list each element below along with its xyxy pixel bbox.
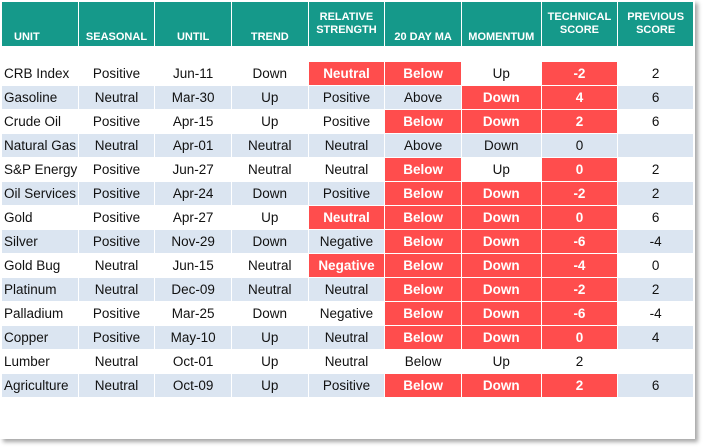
cell-technical-score: -6 [542,230,618,253]
cell-previous-score: 6 [618,86,693,109]
cell-momentum: Down [462,206,541,229]
spacer-cell [232,47,308,61]
table-row[interactable] [2,302,693,325]
cell-relative-strength: Neutral [309,206,385,229]
cell-unit: CRB Index [2,62,78,85]
table-row[interactable] [2,62,693,85]
cell-trend: Down [232,230,308,253]
cell-momentum: Down [462,230,541,253]
cell-relative-strength: Neutral [309,62,385,85]
cell-relative-strength: Positive [309,110,385,133]
cell-trend: Down [232,302,308,325]
cell-trend: Neutral [232,134,308,157]
cell-technical-score: 0 [542,206,618,229]
cell-trend: Up [232,86,308,109]
cell-seasonal: Positive [79,230,155,253]
spacer-cell [309,47,385,61]
cell-trend: Down [232,62,308,85]
cell-momentum: Down [462,374,541,397]
cell-until: Jun-27 [155,158,231,181]
cell-unit: Gold Bug [2,254,78,277]
cell-until: Apr-27 [155,206,231,229]
header-20-day-ma[interactable]: 20 DAY MA [385,2,461,46]
table-row[interactable] [2,134,693,157]
cell-previous-score: 2 [618,158,693,181]
cell-relative-strength: Negative [309,254,385,277]
cell-until: Dec-09 [155,278,231,301]
cell-technical-score: 2 [542,110,618,133]
cell-momentum: Down [462,326,541,349]
spacer-cell [618,47,693,61]
table-row[interactable] [2,350,693,373]
cell-seasonal: Positive [79,326,155,349]
cell-until: Oct-01 [155,350,231,373]
cell-trend: Neutral [232,158,308,181]
table-row[interactable] [2,182,693,205]
table-row[interactable] [2,374,693,397]
cell-seasonal: Positive [79,158,155,181]
cell-seasonal: Neutral [79,134,155,157]
cell-technical-score: -2 [542,182,618,205]
cell-until: Apr-24 [155,182,231,205]
cell-20-day-ma: Below [385,182,461,205]
header-unit[interactable]: UNIT [2,2,78,46]
cell-unit: Silver [2,230,78,253]
cell-unit: Copper [2,326,78,349]
header-row [2,2,693,46]
cell-seasonal: Positive [79,302,155,325]
table-row[interactable] [2,254,693,277]
cell-20-day-ma: Below [385,350,461,373]
cell-until: Oct-09 [155,374,231,397]
table-row[interactable] [2,158,693,181]
header-until[interactable]: UNTIL [155,2,231,46]
spacer-cell [155,47,231,61]
cell-previous-score [618,350,693,373]
cell-momentum: Down [462,134,541,157]
cell-previous-score: 0 [618,254,693,277]
cell-until: Mar-30 [155,86,231,109]
cell-20-day-ma: Above [385,86,461,109]
cell-unit: S&P Energy [2,158,78,181]
cell-relative-strength: Neutral [309,326,385,349]
cell-previous-score [618,134,693,157]
cell-until: Apr-01 [155,134,231,157]
cell-technical-score: 0 [542,326,618,349]
cell-seasonal: Positive [79,110,155,133]
cell-momentum: Down [462,254,541,277]
table-row[interactable] [2,230,693,253]
cell-unit: Lumber [2,350,78,373]
technical-score-table [1,1,694,398]
header-previous-score[interactable]: PREVIOUS SCORE [618,2,693,46]
cell-20-day-ma: Below [385,62,461,85]
cell-trend: Up [232,206,308,229]
cell-seasonal: Positive [79,62,155,85]
cell-until: Jun-15 [155,254,231,277]
header-seasonal[interactable]: SEASONAL [79,2,155,46]
cell-unit: Oil Services [2,182,78,205]
cell-relative-strength: Neutral [309,158,385,181]
cell-trend: Neutral [232,254,308,277]
cell-trend: Up [232,326,308,349]
cell-previous-score: 6 [618,374,693,397]
cell-relative-strength: Positive [309,374,385,397]
spacer-cell [2,47,78,61]
cell-momentum: Down [462,302,541,325]
cell-seasonal: Neutral [79,278,155,301]
header-trend[interactable]: TREND [232,2,308,46]
spacer-cell [542,47,618,61]
cell-unit: Natural Gas [2,134,78,157]
spacer-cell [79,47,155,61]
cell-20-day-ma: Below [385,254,461,277]
table-row[interactable] [2,326,693,349]
cell-previous-score: -4 [618,302,693,325]
cell-unit: Crude Oil [2,110,78,133]
cell-trend: Down [232,182,308,205]
cell-seasonal: Positive [79,182,155,205]
cell-technical-score: 4 [542,86,618,109]
cell-trend: Up [232,350,308,373]
cell-previous-score: 6 [618,110,693,133]
cell-seasonal: Positive [79,206,155,229]
cell-until: May-10 [155,326,231,349]
cell-20-day-ma: Below [385,278,461,301]
table-row[interactable] [2,206,693,229]
cell-seasonal: Neutral [79,254,155,277]
table-body [2,47,693,397]
cell-seasonal: Neutral [79,350,155,373]
cell-previous-score: 4 [618,326,693,349]
cell-trend: Neutral [232,278,308,301]
cell-technical-score: -2 [542,278,618,301]
cell-technical-score: 0 [542,158,618,181]
header-technical-score[interactable]: TECHNICAL SCORE [542,2,618,46]
cell-until: Apr-15 [155,110,231,133]
cell-20-day-ma: Below [385,374,461,397]
cell-momentum: Up [462,350,541,373]
table-row[interactable] [2,278,693,301]
cell-20-day-ma: Below [385,302,461,325]
cell-unit: Palladium [2,302,78,325]
cell-relative-strength: Positive [309,86,385,109]
cell-until: Jun-11 [155,62,231,85]
cell-20-day-ma: Below [385,110,461,133]
cell-previous-score: 2 [618,62,693,85]
cell-momentum: Down [462,110,541,133]
table-row[interactable] [2,110,693,133]
cell-unit: Platinum [2,278,78,301]
spacer-row [2,47,693,61]
cell-relative-strength: Negative [309,302,385,325]
spacer-cell [462,47,541,61]
cell-trend: Up [232,110,308,133]
cell-relative-strength: Neutral [309,350,385,373]
cell-20-day-ma: Above [385,134,461,157]
cell-seasonal: Neutral [79,86,155,109]
cell-seasonal: Neutral [79,374,155,397]
cell-unit: Agriculture [2,374,78,397]
cell-unit: Gasoline [2,86,78,109]
cell-trend: Up [232,374,308,397]
cell-relative-strength: Positive [309,182,385,205]
cell-momentum: Down [462,182,541,205]
cell-previous-score: -4 [618,230,693,253]
table-row[interactable] [2,86,693,109]
cell-technical-score: -2 [542,62,618,85]
cell-momentum: Down [462,278,541,301]
cell-relative-strength: Negative [309,230,385,253]
cell-momentum: Down [462,86,541,109]
cell-20-day-ma: Below [385,158,461,181]
cell-technical-score: 2 [542,350,618,373]
header-momentum[interactable]: MOMENTUM [462,2,541,46]
cell-previous-score: 2 [618,278,693,301]
cell-technical-score: -6 [542,302,618,325]
header-relative-strength[interactable]: RELATIVE STRENGTH [309,2,385,46]
cell-until: Nov-29 [155,230,231,253]
cell-previous-score: 2 [618,182,693,205]
cell-technical-score: -4 [542,254,618,277]
cell-technical-score: 2 [542,374,618,397]
cell-until: Mar-25 [155,302,231,325]
cell-momentum: Up [462,62,541,85]
cell-unit: Gold [2,206,78,229]
cell-technical-score: 0 [542,134,618,157]
cell-20-day-ma: Below [385,326,461,349]
cell-20-day-ma: Below [385,230,461,253]
cell-relative-strength: Neutral [309,278,385,301]
cell-previous-score: 6 [618,206,693,229]
cell-relative-strength: Neutral [309,134,385,157]
cell-momentum: Up [462,158,541,181]
cell-20-day-ma: Below [385,206,461,229]
spacer-cell [385,47,461,61]
